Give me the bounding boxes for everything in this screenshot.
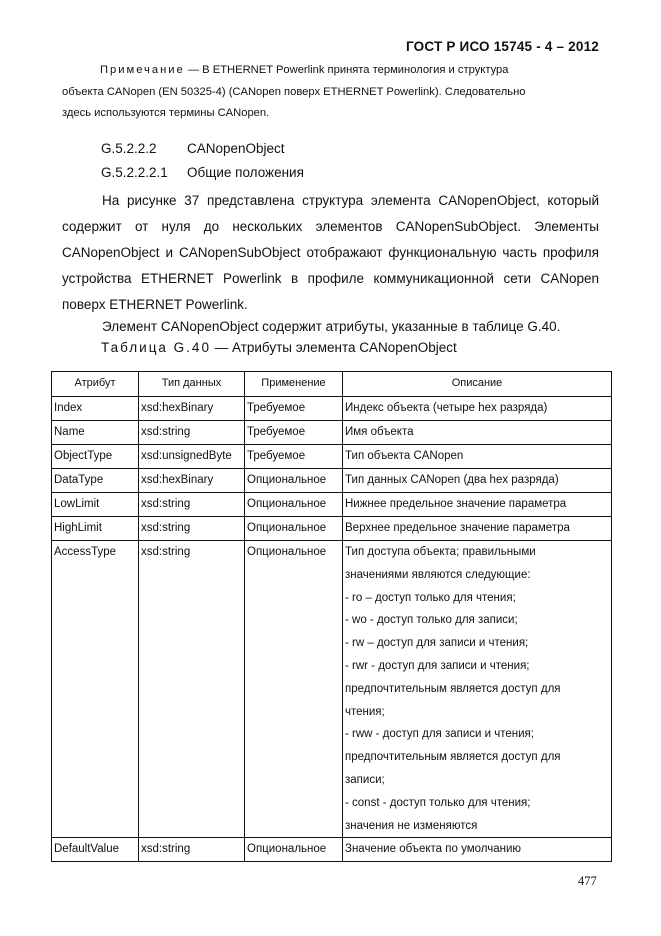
attribute-cell: DefaultValue	[52, 838, 139, 862]
note-line	[62, 60, 599, 82]
section-title: CANopenObject	[187, 141, 285, 156]
column-header: Применение	[245, 372, 343, 397]
table-row	[52, 469, 612, 493]
data-type-cell: xsd:string	[139, 421, 245, 445]
usage-cell: Опциональное	[245, 838, 343, 862]
section-number: G.5.2.2.2	[101, 141, 157, 156]
attribute-cell: LowLimit	[52, 493, 139, 517]
table-row	[52, 445, 612, 469]
description-line: значения не изменяются	[345, 819, 478, 832]
description-line: Имя объекта	[345, 426, 414, 438]
usage-cell: Опциональное	[245, 517, 343, 541]
description-cell	[343, 445, 612, 469]
usage-cell: Опциональное	[245, 469, 343, 493]
column-header: Описание	[343, 372, 612, 397]
table-row	[52, 517, 612, 541]
description-cell	[343, 397, 612, 421]
table-body	[52, 397, 612, 862]
table-row	[52, 838, 612, 862]
description-line: чтения;	[345, 705, 385, 718]
description-line: - rwr - доступ для записи и чтения;	[345, 659, 530, 672]
table-caption-label: Таблица G.40	[101, 340, 211, 355]
section-number: G.5.2.2.2.1	[101, 165, 168, 180]
column-header: Атрибут	[52, 372, 139, 397]
data-type-cell: xsd:string	[139, 838, 245, 862]
description-cell	[343, 541, 612, 838]
description-cell	[343, 421, 612, 445]
attribute-cell: Name	[52, 421, 139, 445]
description-line: Тип доступа объекта; правильными	[345, 546, 536, 558]
table-caption	[101, 340, 457, 355]
description-line: Значение объекта по умолчанию	[345, 843, 521, 856]
data-type-cell: xsd:hexBinary	[139, 469, 245, 493]
note-line: здесь используются термины CANopen.	[62, 107, 270, 119]
description-line: Индекс объекта (четыре hex разряда)	[345, 402, 548, 414]
description-line: Тип данных CANopen (два hex разряда)	[345, 474, 559, 486]
attribute-cell: ObjectType	[52, 445, 139, 469]
attribute-cell: DataType	[52, 469, 139, 493]
note-line: объекта CANopen (EN 50325-4) (CANopen поверх ETHERNET Powerlink). Следовательно	[62, 85, 526, 98]
usage-cell: Требуемое	[245, 397, 343, 421]
description-cell	[343, 469, 612, 493]
usage-cell: Опциональное	[245, 541, 343, 838]
description-line: предпочтительным является доступ для	[345, 751, 561, 764]
table-row	[52, 493, 612, 517]
paragraph-text: На рисунке 37 представлена структура элемента CANopenObject, который содержит от нуля до нескольких элементов CANopenSubObject. Элементы CANopenObject и CANopenSubObject отображают функциональную часть профиля устройства ETHERNET Powerlink в профиле коммуникационной сети CANopen поверх ETHERNET Powerlink.	[62, 193, 599, 312]
body-paragraph	[62, 188, 599, 318]
attributes-table	[51, 371, 612, 862]
section-title: Общие положения	[187, 165, 304, 180]
data-type-cell: xsd:hexBinary	[139, 397, 245, 421]
data-type-cell: xsd:string	[139, 493, 245, 517]
table-header-row	[52, 372, 612, 397]
table-row	[52, 541, 612, 838]
description-line: Тип объекта CANopen	[345, 450, 464, 462]
description-line: - ro – доступ только для чтения;	[345, 591, 516, 604]
description-line: значениями являются следующие:	[345, 568, 531, 581]
note-text: — В ETHERNET Powerlink принята терминология и структура	[187, 64, 509, 76]
note-label: Примечание	[100, 64, 185, 76]
usage-cell: Требуемое	[245, 445, 343, 469]
description-cell	[343, 517, 612, 541]
attribute-cell: HighLimit	[52, 517, 139, 541]
description-line: - rw – доступ для записи и чтения;	[345, 637, 529, 650]
data-type-cell: xsd:string	[139, 541, 245, 838]
table-caption-text: — Атрибуты элемента CANopenObject	[210, 340, 457, 355]
table-row	[52, 421, 612, 445]
body-paragraph: Элемент CANopenObject содержит атрибуты, указанные в таблице G.40.	[102, 319, 561, 334]
column-header: Тип данных	[139, 372, 245, 397]
description-line: Нижнее предельное значение параметра	[345, 498, 567, 510]
description-line: предпочтительным является доступ для	[345, 682, 561, 695]
description-line: Верхнее предельное значение параметра	[345, 522, 570, 534]
description-cell	[343, 838, 612, 862]
subsection-heading	[101, 165, 304, 180]
data-type-cell: xsd:unsignedByte	[139, 445, 245, 469]
description-line: - const - доступ только для чтения;	[345, 796, 531, 809]
description-line: записи;	[345, 773, 385, 786]
usage-cell: Опциональное	[245, 493, 343, 517]
usage-cell: Требуемое	[245, 421, 343, 445]
note-block	[62, 60, 599, 125]
data-type-cell: xsd:string	[139, 517, 245, 541]
description-line: - wo - доступ только для записи;	[345, 614, 518, 627]
page-number: 477	[578, 874, 597, 888]
attribute-cell: AccessType	[52, 541, 139, 838]
section-heading	[101, 141, 285, 156]
attribute-cell: Index	[52, 397, 139, 421]
table-row	[52, 397, 612, 421]
description-line: - rww - доступ для записи и чтения;	[345, 728, 534, 741]
standard-header: ГОСТ Р ИСО 15745 - 4 – 2012	[406, 39, 599, 54]
description-cell	[343, 493, 612, 517]
